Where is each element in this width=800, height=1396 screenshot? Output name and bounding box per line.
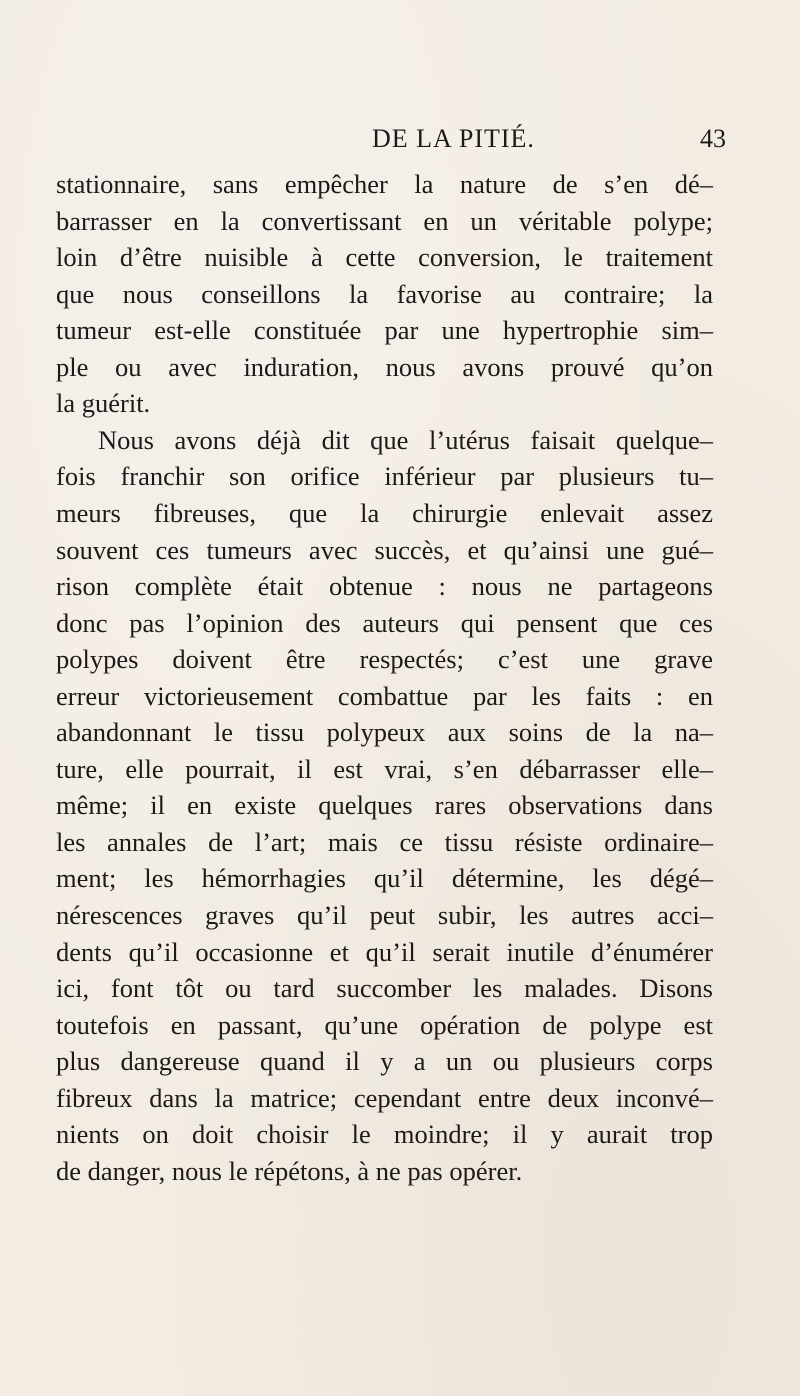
text-line: donc pas l’opinion des auteurs qui pensent que ces — [56, 608, 713, 638]
text-line: erreur victorieusement combattue par les faits : en — [56, 681, 713, 711]
text-line: plus dangereuse quand il y a un ou plusieurs corps — [56, 1046, 713, 1076]
text-line: ture, elle pourrait, il est vrai, s’en débarrasser elle– — [56, 754, 713, 784]
text-line: que nous conseillons la favorise au contraire; la — [56, 279, 713, 309]
text-line: fois franchir son orifice inférieur par plusieurs tu– — [56, 461, 713, 491]
text-line: barrasser en la convertissant en un véritable polype; — [56, 206, 713, 236]
text-line: polypes doivent être respectés; c’est une grave — [56, 644, 713, 674]
text-line: Nous avons déjà dit que l’utérus faisait quelque– — [98, 425, 713, 455]
text-line: nients on doit choisir le moindre; il y aurait trop — [56, 1119, 713, 1149]
text-line: rison complète était obtenue : nous ne partageons — [56, 571, 713, 601]
text-line: tumeur est-elle constituée par une hypertrophie sim– — [56, 315, 713, 345]
text-line: ici, font tôt ou tard succomber les malades. Disons — [56, 973, 713, 1003]
page-number: 43 — [700, 124, 726, 153]
text-line: stationnaire, sans empêcher la nature de s’en dé– — [56, 169, 713, 199]
running-head — [0, 124, 800, 164]
text-line: même; il en existe quelques rares observations dans — [56, 790, 713, 820]
text-line: abandonnant le tissu polypeux aux soins de la na– — [56, 717, 713, 747]
running-title: DE LA PITIÉ. — [372, 124, 535, 153]
text-line: souvent ces tumeurs avec succès, et qu’ainsi une gué– — [56, 535, 713, 565]
text-line: dents qu’il occasionne et qu’il serait inutile d’énumérer — [56, 937, 713, 967]
text-line: les annales de l’art; mais ce tissu résiste ordinaire– — [56, 827, 713, 857]
text-line: ment; les hémorrhagies qu’il détermine, les dégé– — [56, 863, 713, 893]
text-line: de danger, nous le répétons, à ne pas opérer. — [56, 1156, 523, 1186]
text-line: meurs fibreuses, que la chirurgie enlevait assez — [56, 498, 713, 528]
text-line: la guérit. — [56, 388, 151, 418]
text-line: ple ou avec induration, nous avons prouvé qu’on — [56, 352, 713, 382]
text-line: toutefois en passant, qu’une opération de polype est — [56, 1010, 713, 1040]
text-line: fibreux dans la matrice; cependant entre deux inconvé– — [56, 1083, 713, 1113]
text-line: loin d’être nuisible à cette conversion, le traitement — [56, 242, 713, 272]
text-line: nérescences graves qu’il peut subir, les autres acci– — [56, 900, 713, 930]
